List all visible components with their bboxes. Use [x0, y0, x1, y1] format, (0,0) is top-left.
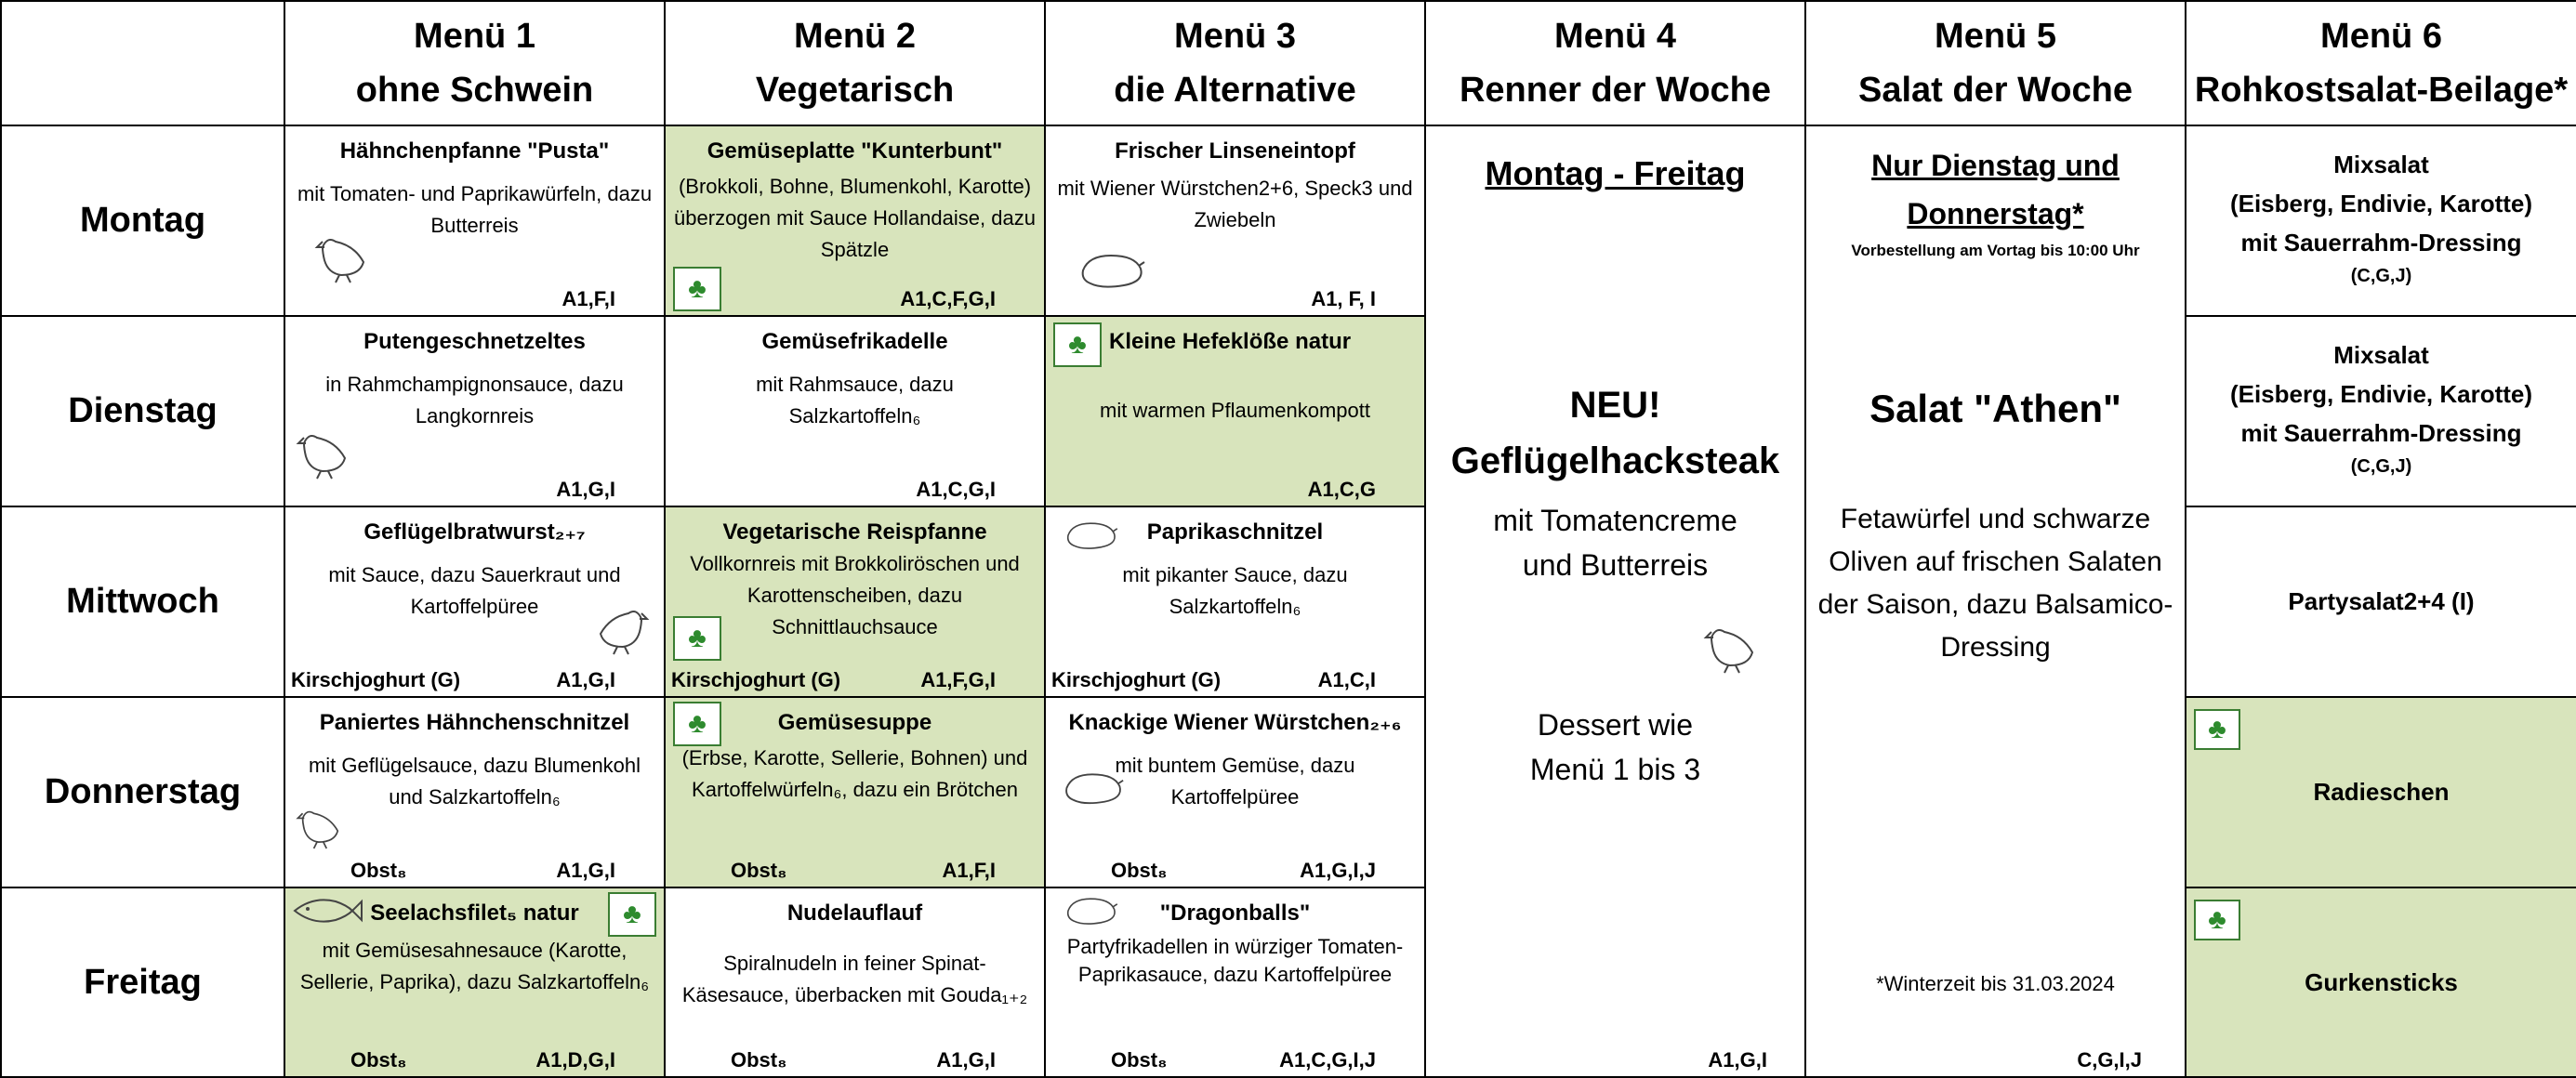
menu6-cell-di: [2186, 316, 2576, 506]
menu4-neu-label: NEU!: [1569, 385, 1661, 426]
day-label: Mittwoch: [1, 506, 284, 697]
dish-title: Vegetarische Reispfanne: [722, 519, 987, 545]
dessert-label: Obst₈: [1111, 1048, 1168, 1071]
salad-name: Radieschen: [2313, 778, 2450, 806]
header-menu-2: [665, 1, 1045, 125]
salad-allergens: (C,G,J): [2350, 456, 2412, 477]
allergen-codes: A1,C,G: [1307, 478, 1376, 501]
header-title: Menü 1: [414, 17, 535, 56]
allergen-codes: A1, F, I: [1311, 287, 1376, 310]
header-menu-3: [1045, 1, 1425, 125]
dish-description: mit Wiener Würstchen2+6, Speck3 und Zwiebeln: [1057, 177, 1413, 231]
dish-description: mit Sauce, dazu Sauerkraut und Kartoffelpüree: [328, 563, 621, 618]
dish-title: Nudelauflauf: [786, 901, 923, 926]
allergen-codes: A1,G,I,J: [1300, 859, 1376, 882]
dish-cell-mi-m2: [665, 506, 1045, 697]
menu6-cell-do: [2186, 697, 2576, 887]
dish-description: Spiralnudeln in feiner Spinat-Käsesauce, überbacken mit Gouda₁₊₂: [681, 952, 1028, 1006]
dish-cell-di-m1: [284, 316, 665, 506]
chicken-icon: [586, 600, 651, 656]
dish-description: (Erbse, Karotte, Sellerie, Bohnen) und Kartoffelwürfeln₆, dazu ein Brötchen: [681, 746, 1028, 801]
menu4-dessert: Dessert wie Menü 1 bis 3: [1529, 708, 1701, 786]
salad-name: Mixsalat: [2333, 341, 2429, 369]
menu5-cell: [1805, 125, 2186, 1077]
dish-description: (Brokkoli, Bohne, Blumenkohl, Karotte) überzogen mit Sauce Hollandaise, dazu Spätzle: [674, 175, 1036, 261]
dish-title: Hähnchenpfanne "Pusta": [339, 138, 610, 164]
header-menu-6: [2186, 1, 2576, 125]
menu6-cell-mi: [2186, 506, 2576, 697]
dish-cell-fr-m3: [1045, 887, 1425, 1077]
header-menu-4: [1425, 1, 1805, 125]
menu4-cell: [1425, 125, 1805, 1077]
dessert-label: Kirschjoghurt (G): [1051, 668, 1222, 691]
allergen-codes: A1,C,G,I,J: [1279, 1048, 1376, 1071]
menu4-description: mit Tomatencreme und Butterreis: [1493, 504, 1737, 582]
salad-allergens: (C,G,J): [2350, 266, 2412, 286]
dish-cell-mi-m3: [1045, 506, 1425, 697]
dessert-label: Obst₈: [350, 1048, 407, 1071]
chicken-icon: [313, 229, 378, 284]
salad-name: Mixsalat: [2333, 151, 2429, 178]
header-subtitle: Renner der Woche: [1459, 71, 1772, 110]
header-menu-1: [284, 1, 665, 125]
dish-description: Partyfrikadellen in würziger Tomaten-Paprikasauce, dazu Kartoffelpüree: [1066, 935, 1404, 986]
salad-name: Gurkensticks: [2305, 968, 2458, 996]
dish-description: mit Rahmsauce, dazu Salzkartoffeln₆: [756, 373, 954, 427]
dish-title: Seelachsfilet₅ natur: [370, 901, 579, 926]
dessert-label: Kirschjoghurt (G): [291, 668, 461, 691]
header-title: Menü 3: [1174, 17, 1296, 56]
day-label: Montag: [1, 125, 284, 316]
dessert-label: Kirschjoghurt (G): [671, 668, 841, 691]
header-title: Menü 6: [2320, 17, 2442, 56]
dish-title: Knackige Wiener Würstchen₂₊₆: [1068, 710, 1402, 735]
allergen-codes: A1,C,F,G,I: [900, 287, 996, 310]
salad-name: Partysalat2+4 (I): [2288, 587, 2475, 615]
dish-title: Paprikaschnitzel: [1146, 519, 1324, 545]
leaf-icon: ♣: [1053, 322, 1102, 367]
allergen-codes: A1,F,I: [942, 859, 996, 882]
chicken-icon: [295, 800, 350, 852]
salad-dressing: mit Sauerrahm-Dressing: [2240, 229, 2522, 256]
row-donnerstag: [1, 697, 2576, 887]
dish-cell-mo-m2: [665, 125, 1045, 316]
dish-cell-do-m2: [665, 697, 1045, 887]
dish-description: mit Tomaten- und Paprikawürfeln, dazu Butterreis: [297, 182, 653, 237]
dish-cell-fr-m1: [284, 887, 665, 1077]
leaf-icon: ♣: [2194, 900, 2240, 940]
row-dienstag: [1, 316, 2576, 506]
dish-cell-mo-m1: [284, 125, 665, 316]
allergen-codes: A1,G,I: [556, 478, 615, 501]
row-mittwoch: [1, 506, 2576, 697]
dish-cell-di-m2: [665, 316, 1045, 506]
salad-detail: (Eisberg, Endivie, Karotte): [2229, 190, 2533, 217]
menu4-dish-name: Geflügelhacksteak: [1450, 440, 1780, 481]
menu5-dish-name: Salat "Athen": [1869, 387, 2121, 430]
menu5-period: Nur Dienstag und Donnerstag*: [1871, 149, 2120, 230]
row-montag: [1, 125, 2576, 316]
leaf-icon: ♣: [673, 267, 721, 311]
allergen-codes: A1,D,G,I: [535, 1048, 615, 1071]
header-subtitle: Salat der Woche: [1858, 71, 2133, 110]
dish-title: Kleine Hefeklöße natur: [1109, 329, 1352, 354]
salad-dressing: mit Sauerrahm-Dressing: [2240, 419, 2522, 447]
header-title: Menü 5: [1935, 17, 2056, 56]
dish-cell-do-m3: [1045, 697, 1425, 887]
menu5-winter-note: *Winterzeit bis 31.03.2024: [1876, 972, 2115, 995]
menu6-cell-mo: [2186, 125, 2576, 316]
header-title: Menü 4: [1554, 17, 1676, 56]
leaf-icon: ♣: [608, 892, 656, 937]
menu5-description: Fetawürfel und schwarze Oliven auf frischen Salaten der Saison, dazu Balsamico-Dressing: [1817, 504, 2173, 663]
dish-cell-mi-m1: [284, 506, 665, 697]
dish-title: Putengeschnetzeltes: [363, 329, 586, 354]
dish-title: Gemüsesuppe: [777, 710, 932, 735]
dish-title: Gemüsefrikadelle: [761, 329, 948, 354]
dish-cell-mo-m3: [1045, 125, 1425, 316]
menu5-preorder-note: Vorbestellung am Vortag bis 10:00 Uhr: [1851, 242, 2140, 259]
dish-description: mit Geflügelsauce, dazu Blumenkohl und Salzkartoffeln₆: [308, 754, 641, 808]
dish-cell-do-m1: [284, 697, 665, 887]
dish-title: "Dragonballs": [1159, 901, 1311, 926]
dish-title: Paniertes Hähnchenschnitzel: [319, 710, 630, 735]
dish-description: mit buntem Gemüse, dazu Kartoffelpüree: [1115, 754, 1355, 808]
dish-description: mit pikanter Sauce, dazu Salzkartoffeln₆: [1122, 563, 1348, 618]
allergen-codes: A1,C,I: [1317, 668, 1376, 691]
corner-cell: [1, 1, 284, 125]
dessert-label: Obst₈: [731, 859, 787, 882]
salad-detail: (Eisberg, Endivie, Karotte): [2229, 380, 2533, 408]
day-label: Dienstag: [1, 316, 284, 506]
dish-title: Gemüseplatte "Kunterbunt": [707, 138, 1003, 164]
dish-description: in Rahmchampignonsauce, dazu Langkornreis: [325, 373, 624, 427]
leaf-icon: ♣: [2194, 709, 2240, 750]
header-menu-5: [1805, 1, 2186, 125]
row-freitag: [1, 887, 2576, 1077]
dish-cell-di-m3: [1045, 316, 1425, 506]
menu6-cell-fr: [2186, 887, 2576, 1077]
dish-description: Vollkornreis mit Brokkoliröschen und Karottenscheiben, dazu Schnittlauchsauce: [690, 552, 1020, 638]
leaf-icon: ♣: [673, 616, 721, 661]
dish-title: Geflügelbratwurst₂₊₇: [363, 519, 586, 545]
header-title: Menü 2: [794, 17, 916, 56]
chicken-icon: [1702, 619, 1767, 675]
allergen-codes: A1,G,I: [556, 859, 615, 882]
allergen-codes: A1,F,G,I: [920, 668, 996, 691]
header-subtitle: die Alternative: [1114, 71, 1356, 110]
chicken-icon: [295, 425, 360, 480]
pig-icon: [1074, 247, 1148, 294]
dish-title: Frischer Linseneintopf: [1115, 138, 1355, 164]
allergen-codes: A1,F,I: [561, 287, 615, 310]
dessert-label: Obst₈: [350, 859, 407, 882]
menu4-period: Montag - Freitag: [1485, 154, 1746, 192]
dish-description: mit warmen Pflaumenkompott: [1100, 399, 1370, 422]
day-label: Freitag: [1, 887, 284, 1077]
day-label: Donnerstag: [1, 697, 284, 887]
leaf-icon: ♣: [673, 702, 721, 746]
allergen-codes: A1,C,G,I: [916, 478, 996, 501]
header-subtitle: Rohkostsalat-Beilage*: [2194, 71, 2569, 110]
dessert-label: Obst₈: [731, 1048, 787, 1071]
allergen-codes: A1,G,I: [556, 668, 615, 691]
header-row: [1, 1, 2576, 125]
allergen-codes: A1,G,I: [1708, 1048, 1767, 1071]
header-subtitle: ohne Schwein: [355, 71, 594, 110]
allergen-codes: A1,G,I: [936, 1048, 996, 1071]
dish-cell-fr-m2: [665, 887, 1045, 1077]
dish-description: mit Gemüsesahnesauce (Karotte, Sellerie, Paprika), dazu Salzkartoffeln₆: [299, 939, 650, 993]
dessert-label: Obst₈: [1111, 859, 1168, 882]
allergen-codes: C,G,I,J: [2077, 1048, 2142, 1071]
header-subtitle: Vegetarisch: [755, 71, 955, 110]
